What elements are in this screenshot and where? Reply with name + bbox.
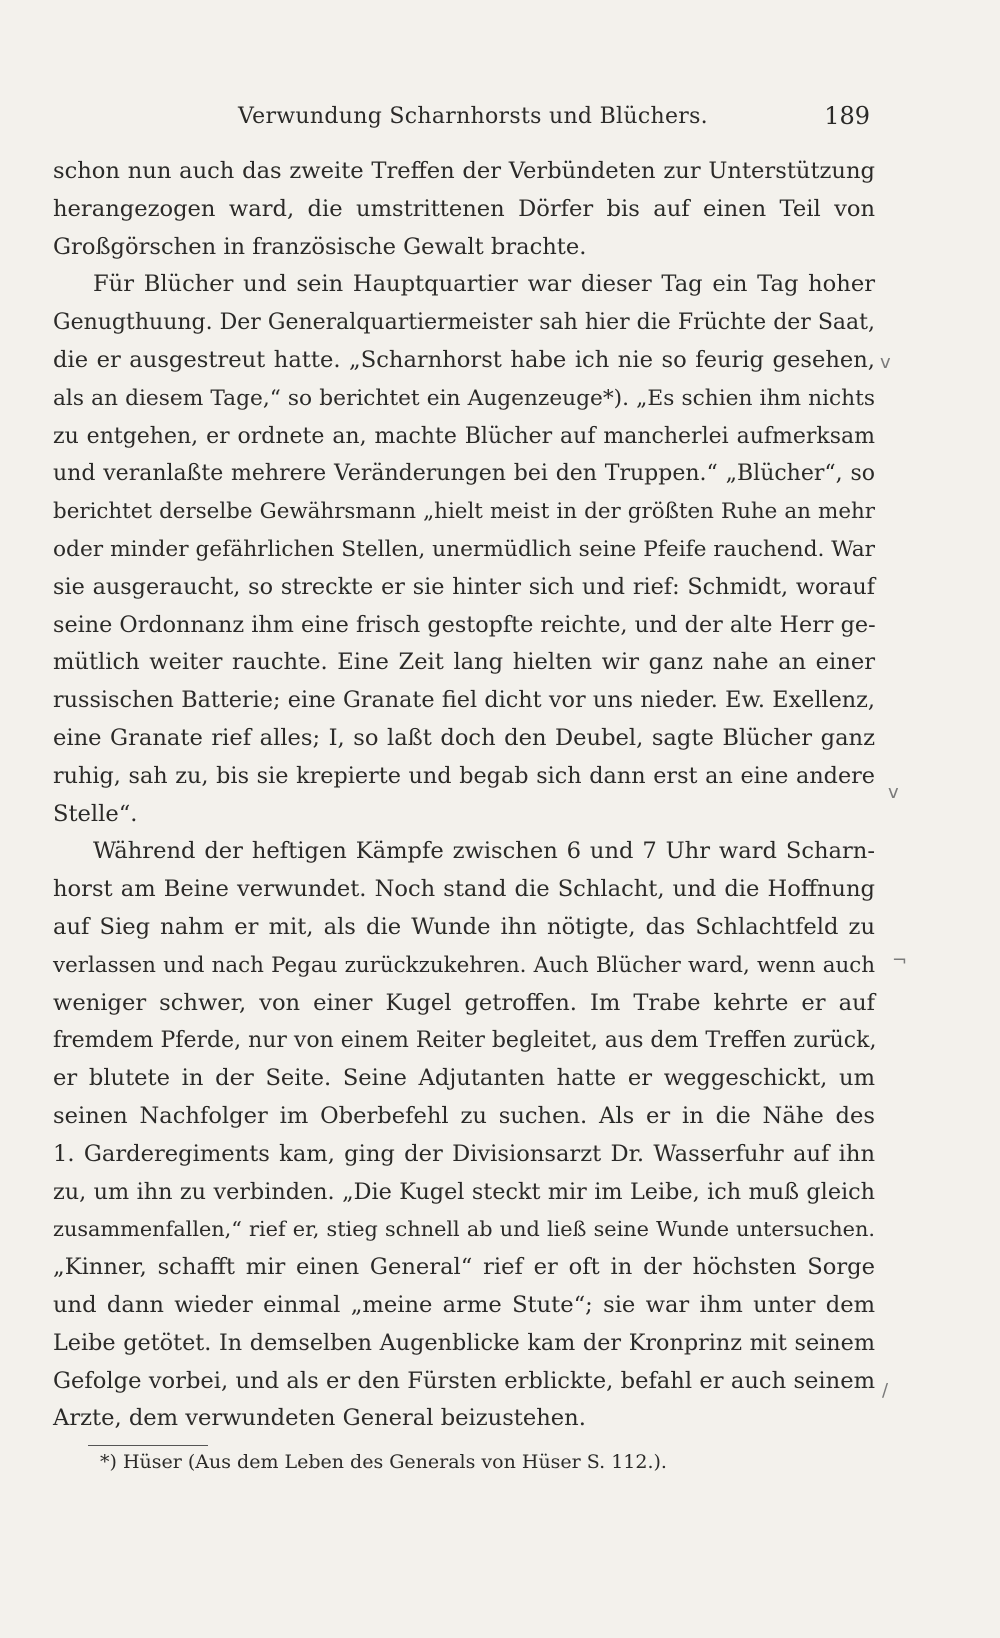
text-line: und dann wieder einmal „meine arme Stute“; sie war ihm unter dem	[53, 1291, 875, 1318]
text-line: Während der heftigen Kämpfe zwischen 6 und 7 Uhr ward Scharn-	[93, 838, 875, 865]
text-line: zu, um ihn zu verbinden. „Die Kugel steckt mir im Leibe, ich muß gleich	[53, 1178, 875, 1205]
text-line: als an diesem Tage,“ so berichtet ein Augenzeuge*). „Es schien ihm nichts	[53, 385, 875, 411]
text-line: seine Ordonnanz ihm eine frisch gestopfte reichte, und der alte Herr ge-	[53, 611, 876, 638]
margin-mark: v	[888, 782, 899, 803]
text-line: und veranlaßte mehrere Veränderungen bei den Truppen.“ „Blücher“, so	[53, 461, 875, 487]
text-line: Genugthuung. Der Generalquartiermeister sah hier die Früchte der Saat,	[53, 310, 875, 336]
margin-mark: /	[882, 1380, 889, 1401]
page-header	[230, 104, 870, 138]
text-line: Gefolge vorbei, und als er den Fürsten erblickte, befahl er auch seinem	[53, 1367, 875, 1394]
footnote: *) Hüser (Aus dem Leben des Generals von Hüser S. 112.).	[100, 1451, 667, 1473]
text-line: zusammenfallen,“ rief er, stieg schnell ab und ließ seine Wunde untersuchen.	[53, 1217, 875, 1242]
text-line: berichtet derselbe Gewährsmann „hielt meist in der größten Ruhe an mehr	[53, 499, 875, 525]
text-line: oder minder gefährlichen Stellen, unermüdlich seine Pfeife rauchend. War	[53, 536, 875, 562]
text-line: eine Granate rief alles; I, so laßt doch den Deubel, sagte Blücher ganz	[53, 724, 875, 751]
text-line: „Kinner, schafft mir einen General“ rief er oft in der höchsten Sorge	[53, 1254, 875, 1281]
running-title: Verwundung Scharnhorsts und Blüchers.	[238, 104, 708, 129]
text-line: mütlich weiter rauchte. Eine Zeit lang hielten wir ganz nahe an einer	[53, 649, 875, 676]
text-line: Großgörschen in französische Gewalt brachte.	[53, 233, 587, 260]
text-line: Stelle“.	[53, 800, 138, 827]
text-line: schon nun auch das zweite Treffen der Verbündeten zur Unterstützung	[53, 158, 875, 184]
text-line: weniger schwer, von einer Kugel getroffen. Im Trabe kehrte er auf	[53, 989, 875, 1016]
margin-mark: ¬	[892, 950, 908, 971]
text-line: horst am Beine verwundet. Noch stand die Schlacht, und die Hoffnung	[53, 876, 875, 903]
text-line: auf Sieg nahm er mit, als die Wunde ihn nötigte, das Schlachtfeld zu	[53, 913, 875, 940]
text-line: seinen Nachfolger im Oberbefehl zu suchen. Als er in die Nähe des	[53, 1102, 875, 1129]
text-line: herangezogen ward, die umstrittenen Dörfer bis auf einen Teil von	[53, 195, 875, 222]
text-line: die er ausgestreut hatte. „Scharnhorst habe ich nie so feurig gesehen,	[53, 346, 875, 373]
text-line: er blutete in der Seite. Seine Adjutanten hatte er weggeschickt, um	[53, 1065, 875, 1092]
text-line: Leibe getötet. In demselben Augenblicke kam der Kronprinz mit seinem	[53, 1329, 875, 1356]
text-line: Für Blücher und sein Hauptquartier war dieser Tag ein Tag hoher	[93, 271, 875, 298]
text-line: 1. Garderegiments kam, ging der Divisionsarzt Dr. Wasserfuhr auf ihn	[53, 1140, 875, 1167]
text-line: zu entgehen, er ordnete an, machte Blücher auf mancherlei aufmerksam	[53, 423, 875, 449]
footnote-divider	[88, 1445, 208, 1446]
text-line: ruhig, sah zu, bis sie krepierte und begab sich dann erst an eine andere	[53, 762, 875, 789]
margin-mark: v	[880, 352, 891, 373]
text-line: sie ausgeraucht, so streckte er sie hinter sich und rief: Schmidt, worauf	[53, 573, 875, 600]
text-line: fremdem Pferde, nur von einem Reiter begleitet, aus dem Treffen zurück,	[53, 1028, 877, 1054]
page-number: 189	[824, 102, 870, 130]
text-line: Arzte, dem verwundeten General beizustehen.	[53, 1405, 586, 1432]
body-text	[53, 153, 875, 1438]
text-line: verlassen und nach Pegau zurückzukehren. Auch Blücher ward, wenn auch	[53, 952, 875, 978]
text-line: russischen Batterie; eine Granate fiel dicht vor uns nieder. Ew. Exellenz,	[53, 687, 875, 714]
